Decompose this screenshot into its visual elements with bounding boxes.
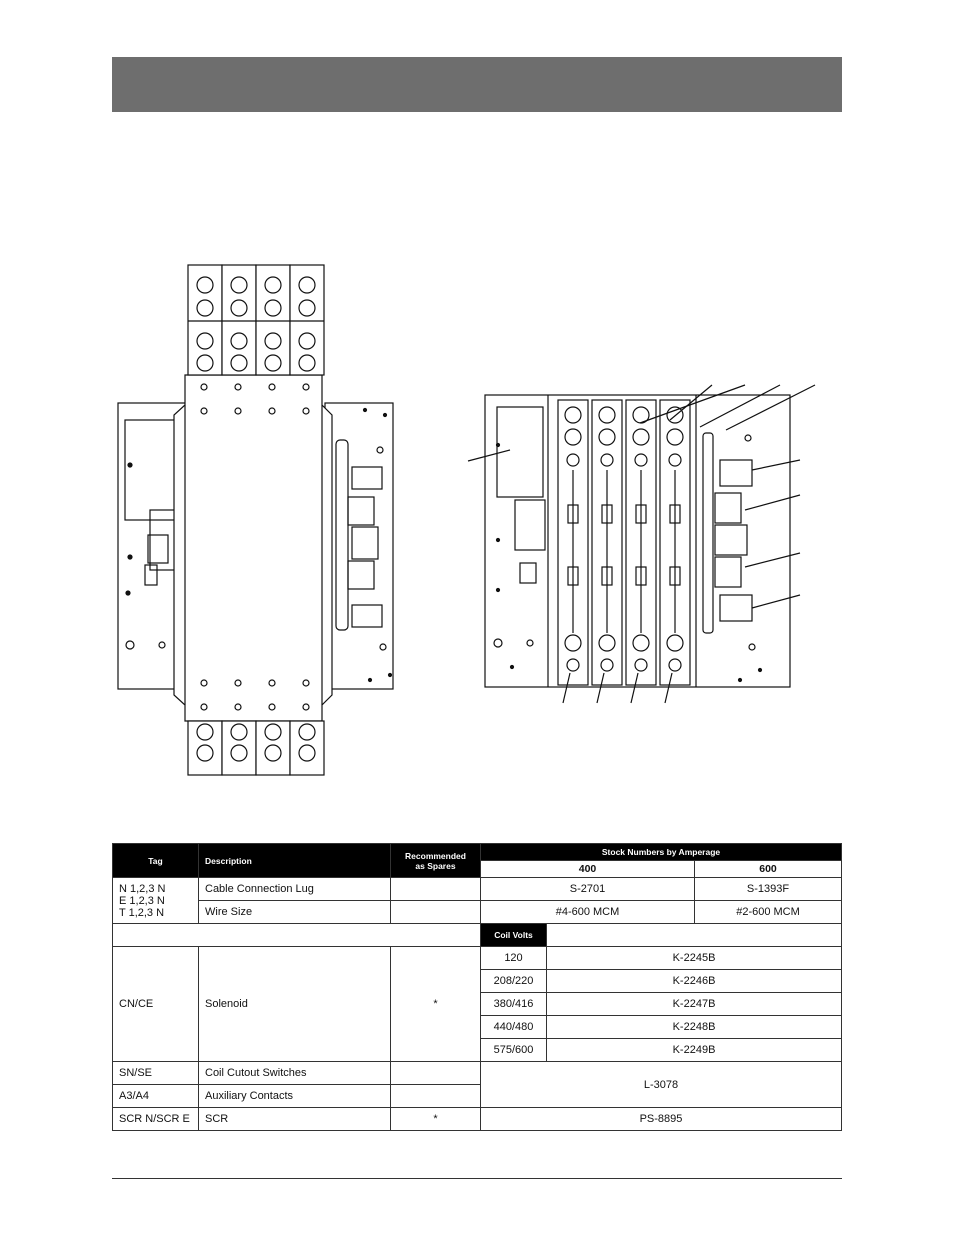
coil-volts-blank (547, 924, 842, 947)
switches-description: Coil Cutout Switches (199, 1062, 391, 1085)
header-stock: Stock Numbers by Amperage (481, 844, 842, 861)
coil-volts-value: 208/220 (481, 970, 547, 993)
wire-stock-400: #4-600 MCM (481, 901, 695, 924)
transfer-switch-drawing (100, 255, 840, 785)
header-600: 600 (695, 861, 842, 878)
coil-stock-value: K-2245B (547, 947, 842, 970)
scr-description: SCR (199, 1108, 391, 1131)
scr-stock: PS-8895 (481, 1108, 842, 1131)
coil-volts-header: Coil Volts (481, 924, 547, 947)
front-view-assembly (118, 265, 393, 775)
coil-stock-value: K-2246B (547, 970, 842, 993)
lug-stock-600: S-1393F (695, 878, 842, 901)
coil-volts-value: 380/416 (481, 993, 547, 1016)
footer-rule (112, 1178, 842, 1179)
lug-stock-400: S-2701 (481, 878, 695, 901)
solenoid-spares: * (391, 947, 481, 1062)
coil-volts-value: 120 (481, 947, 547, 970)
spacer-cell (113, 924, 481, 947)
coil-stock-value: K-2248B (547, 1016, 842, 1039)
coil-stock-value: K-2249B (547, 1039, 842, 1062)
wire-description: Wire Size (199, 901, 391, 924)
open-view-assembly (468, 385, 815, 703)
solenoid-description: Solenoid (199, 947, 391, 1062)
solenoid-tag: CN/CE (113, 947, 199, 1062)
header-description: Description (199, 844, 391, 878)
aux-tag: A3/A4 (113, 1085, 199, 1108)
switches-aux-stock: L-3078 (481, 1062, 842, 1108)
header-tag: Tag (113, 844, 199, 878)
coil-stock-value: K-2247B (547, 993, 842, 1016)
wire-stock-600: #2-600 MCM (695, 901, 842, 924)
coil-volts-value: 440/480 (481, 1016, 547, 1039)
coil-volts-value: 575/600 (481, 1039, 547, 1062)
scr-tag: SCR N/SCR E (113, 1108, 199, 1131)
aux-description: Auxiliary Contacts (199, 1085, 391, 1108)
header-400: 400 (481, 861, 695, 878)
scr-spares: * (391, 1108, 481, 1131)
parts-table (112, 843, 842, 1131)
tag-lug-wire: N 1,2,3 N E 1,2,3 N T 1,2,3 N (113, 878, 199, 924)
lug-description: Cable Connection Lug (199, 878, 391, 901)
header-spares: Recommended as Spares (391, 844, 481, 878)
section-header-bar (112, 57, 842, 112)
switches-tag: SN/SE (113, 1062, 199, 1085)
lug-spares (391, 878, 481, 901)
switches-spares (391, 1062, 481, 1085)
aux-spares (391, 1085, 481, 1108)
wire-spares (391, 901, 481, 924)
